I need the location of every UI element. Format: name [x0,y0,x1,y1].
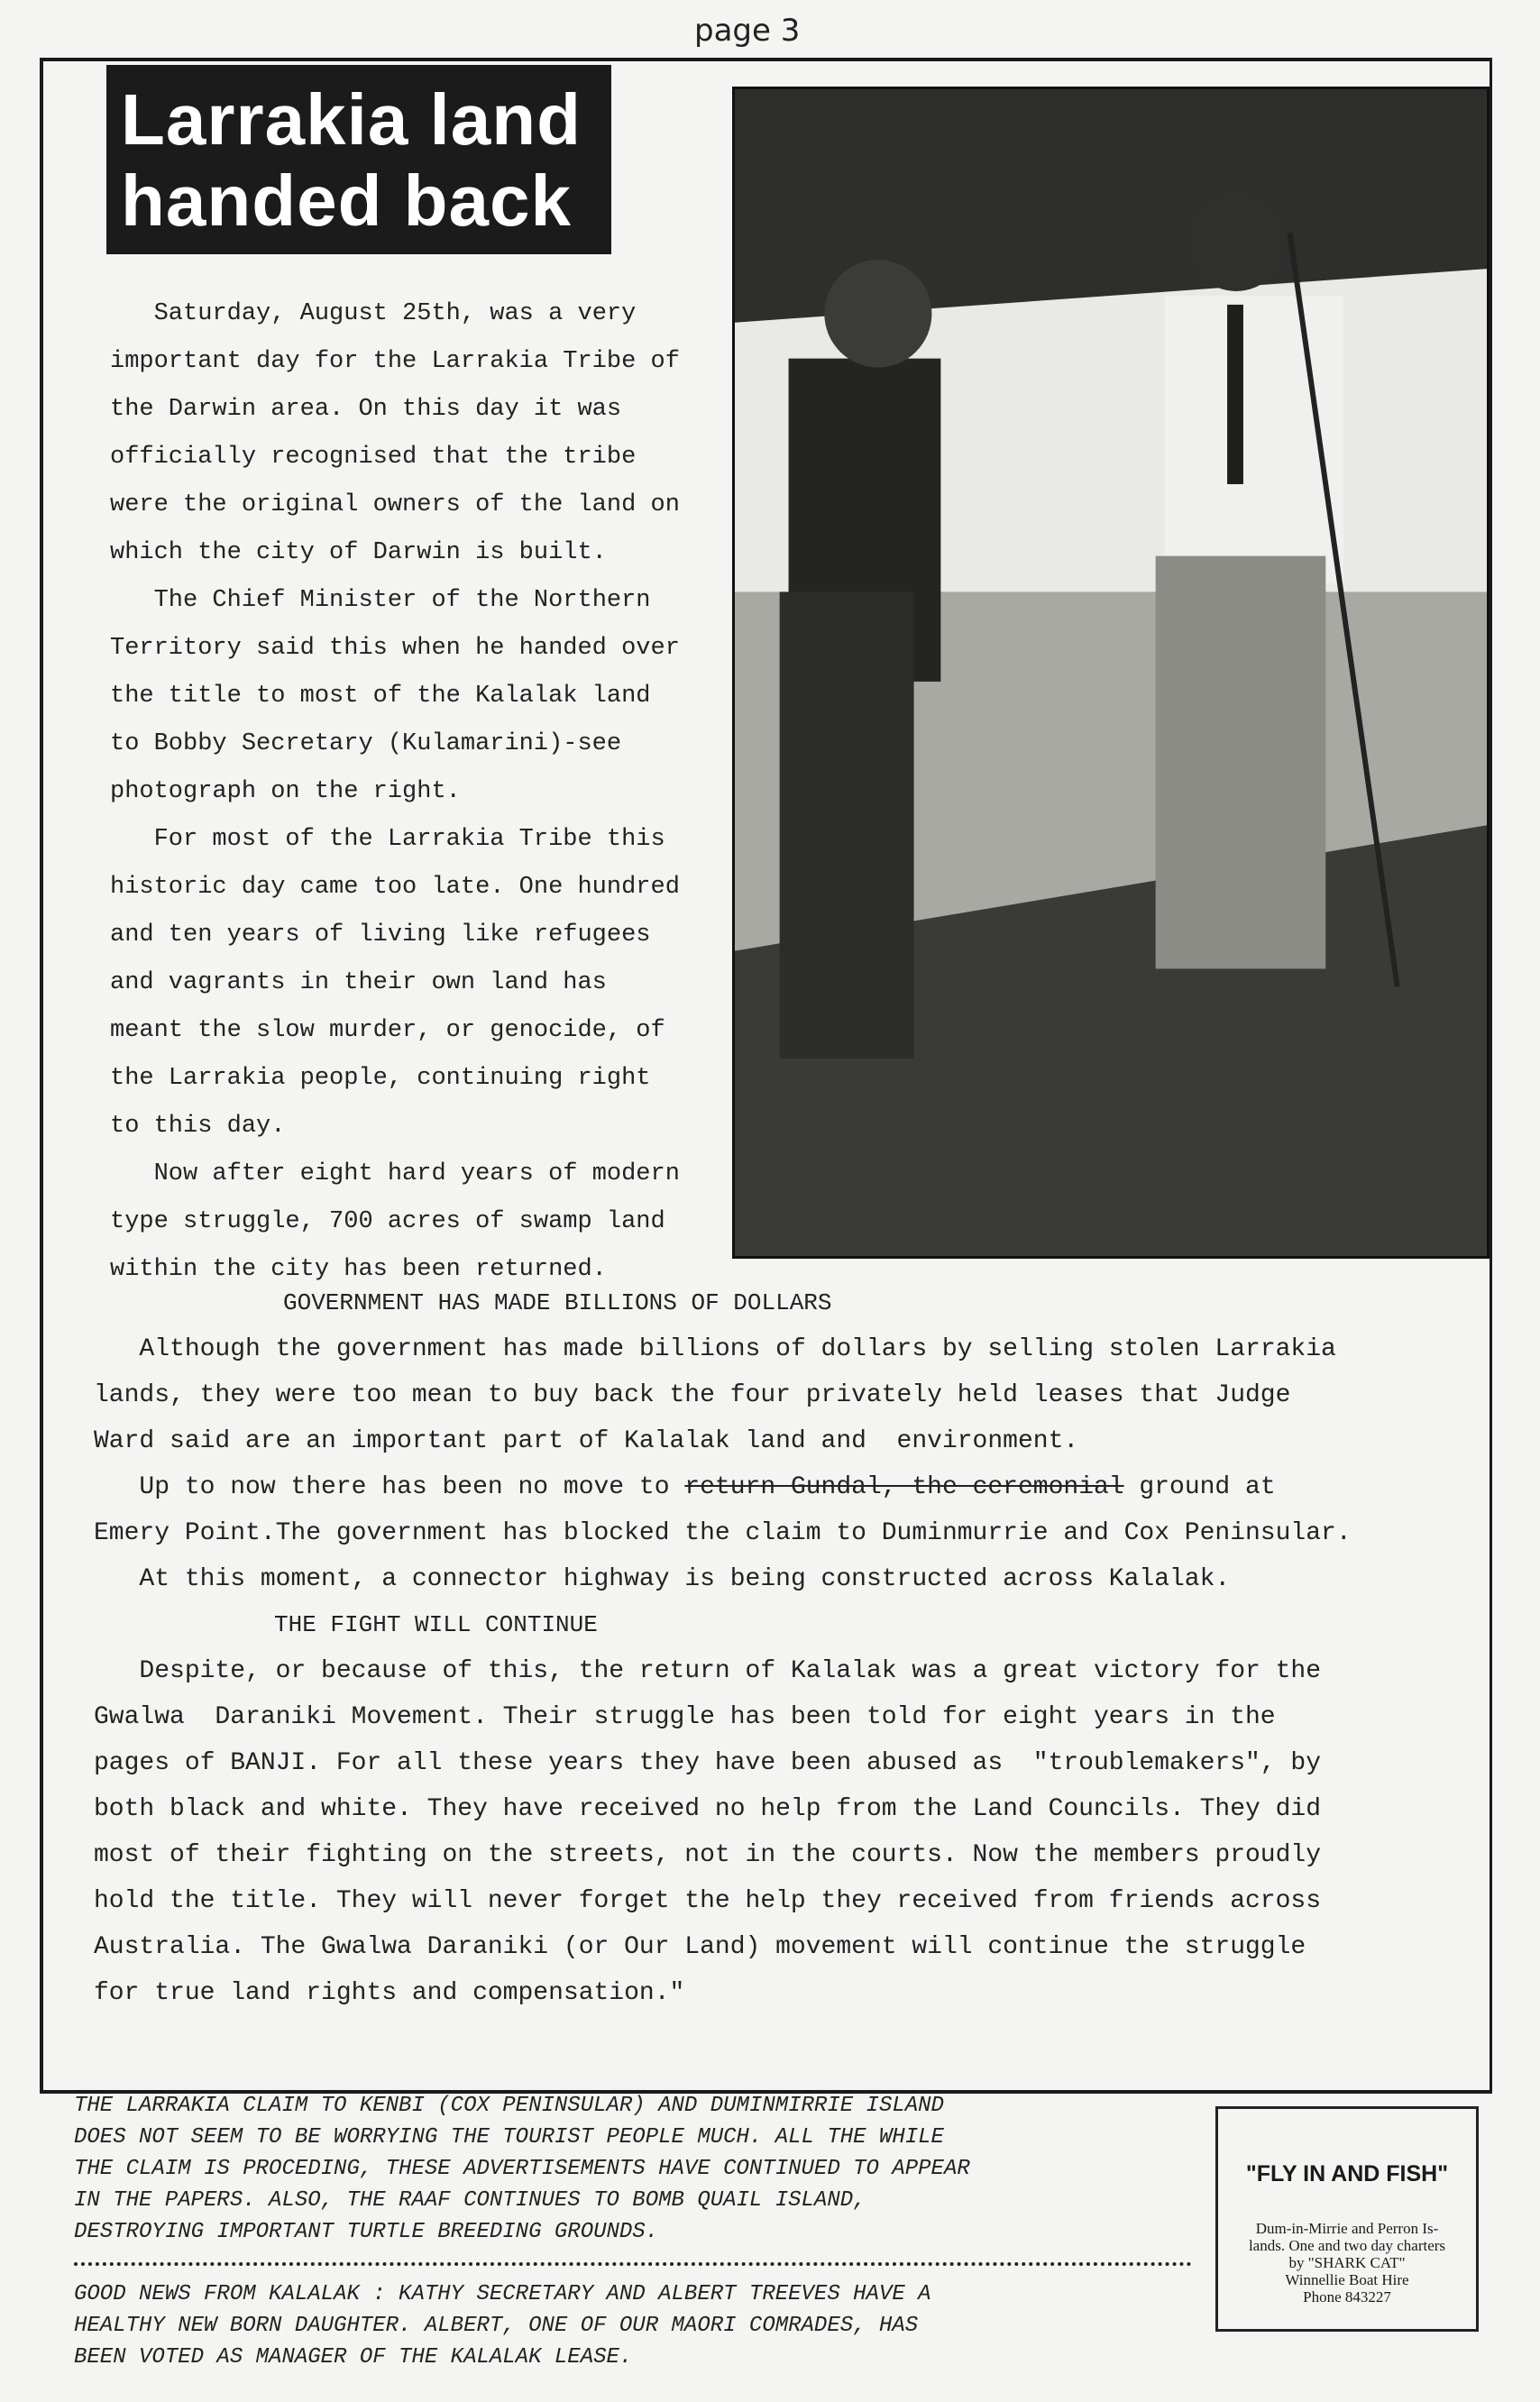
column-line: Saturday, August 25th, was a very [110,300,637,327]
dotted-divider [74,2262,1192,2266]
article-column-text [110,290,741,1294]
section-line: pages of BANJI. For all these years they have been abused as "troublemakers", by [94,1749,1322,1777]
headline-line-2: handed back [121,160,573,241]
column-line: and vagrants in their own land has [110,969,607,996]
section-line: Australia. The Gwalwa Daraniki (or Our Land) movement will continue the struggle [94,1933,1306,1961]
ad-line: Winnellie Boat Hire [1285,2271,1409,2288]
ad-line: Dum-in-Mirrie and Perron Is- [1255,2220,1439,2237]
column-line: Territory said this when he handed over [110,635,680,662]
column-line: and ten years of living like refugees [110,921,651,949]
section-line: At this moment, a connector highway is being constructed across Kalalak. [94,1565,1231,1593]
column-line: which the city of Darwin is built. [110,539,607,566]
column-line: historic day came too late. One hundred [110,874,680,901]
section-line: for true land rights and compensation." [94,1979,685,2007]
subheading-fight: THE FIGHT WILL CONTINUE [274,1611,598,1638]
ad-body [1218,2220,1476,2306]
column-line: to Bobby Secretary (Kulamarini)-see [110,730,622,757]
ad-title: "FLY IN AND FISH" [1245,2161,1449,2187]
section-line: most of their fighting on the streets, not in the courts. Now the members proudly [94,1841,1322,1869]
note-line: THE LARRAKIA CLAIM TO KENBI (COX PENINSULAR) AND DUMINMIRRIE ISLAND [74,2094,944,2118]
section-line: Despite, or because of this, the return of Kalalak was a great victory for the [94,1657,1322,1685]
column-line: to this day. [110,1113,286,1140]
note-line: DOES NOT SEEM TO BE WORRYING THE TOURIST PEOPLE MUCH. ALL THE WHILE [74,2125,944,2150]
headline [106,65,611,254]
column-line: the title to most of the Kalalak land [110,683,651,710]
column-line: meant the slow murder, or genocide, of [110,1017,665,1044]
article-wide-text [94,1280,1482,2016]
headline-line-1: Larrakia land [121,79,582,160]
column-line: officially recognised that the tribe [110,444,637,471]
section-line: lands, they were too mean to buy back the four privately held leases that Judge [94,1381,1291,1409]
ad-line: Phone 843227 [1303,2288,1391,2306]
section-line: Ward said are an important part of Kalalak land and environment. [94,1427,1079,1455]
note-line: DESTROYING IMPORTANT TURTLE BREEDING GROUNDS. [74,2220,659,2244]
section-line-with-strike [94,1464,1482,1510]
subheading-government: GOVERNMENT HAS MADE BILLIONS OF DOLLARS [283,1289,832,1316]
column-line: photograph on the right. [110,778,461,805]
column-line: the Darwin area. On this day it was [110,396,622,423]
column-line: For most of the Larrakia Tribe this [110,826,665,853]
column-line: type struggle, 700 acres of swamp land [110,1208,665,1235]
note-line: THE CLAIM IS PROCEDING, THESE ADVERTISEMENTS HAVE CONTINUED TO APPEAR [74,2157,970,2181]
column-line: were the original owners of the land on [110,491,680,518]
note-line: HEALTHY NEW BORN DAUGHTER. ALBERT, ONE OF OUR MAORI COMRADES, HAS [74,2314,919,2338]
struck-text: return Gundal, the ceremonial [684,1473,1124,1501]
ad-line: lands. One and two day charters [1248,2237,1446,2254]
page-number: page 3 [694,13,801,49]
section-line-start: Up to now there has been no move to [94,1473,685,1501]
note-line: GOOD NEWS FROM KALALAK : KATHY SECRETARY AND ALBERT TREEVES HAVE A [74,2282,931,2306]
ad-line: by "SHARK CAT" [1288,2254,1406,2271]
article-photograph [732,87,1490,1259]
section-line: Although the government has made billions of dollars by selling stolen Larrakia [94,1335,1336,1363]
section-line: hold the title. They will never forget the help they received from friends across [94,1887,1322,1915]
section-line-end: ground at [1123,1473,1276,1501]
column-line: The Chief Minister of the Northern [110,587,651,614]
column-line: within the city has been returned. [110,1256,607,1283]
section-line: Gwalwa Daraniki Movement. Their struggle has been told for eight years in the [94,1703,1276,1731]
note-line: IN THE PAPERS. ALSO, THE RAAF CONTINUES TO BOMB QUAIL ISLAND, [74,2188,866,2213]
note-line: BEEN VOTED AS MANAGER OF THE KALALAK LEASE. [74,2345,633,2370]
section-line: Emery Point.The government has blocked the claim to Duminmurrie and Cox Peninsular. [94,1519,1352,1547]
column-line: the Larrakia people, continuing right [110,1065,651,1092]
column-line: important day for the Larrakia Tribe of [110,348,680,375]
section-line: both black and white. They have received no help from the Land Councils. They did [94,1795,1322,1823]
advertisement-box [1215,2106,1479,2332]
column-line: Now after eight hard years of modern [110,1160,680,1187]
bottom-notes [74,2090,1192,2373]
